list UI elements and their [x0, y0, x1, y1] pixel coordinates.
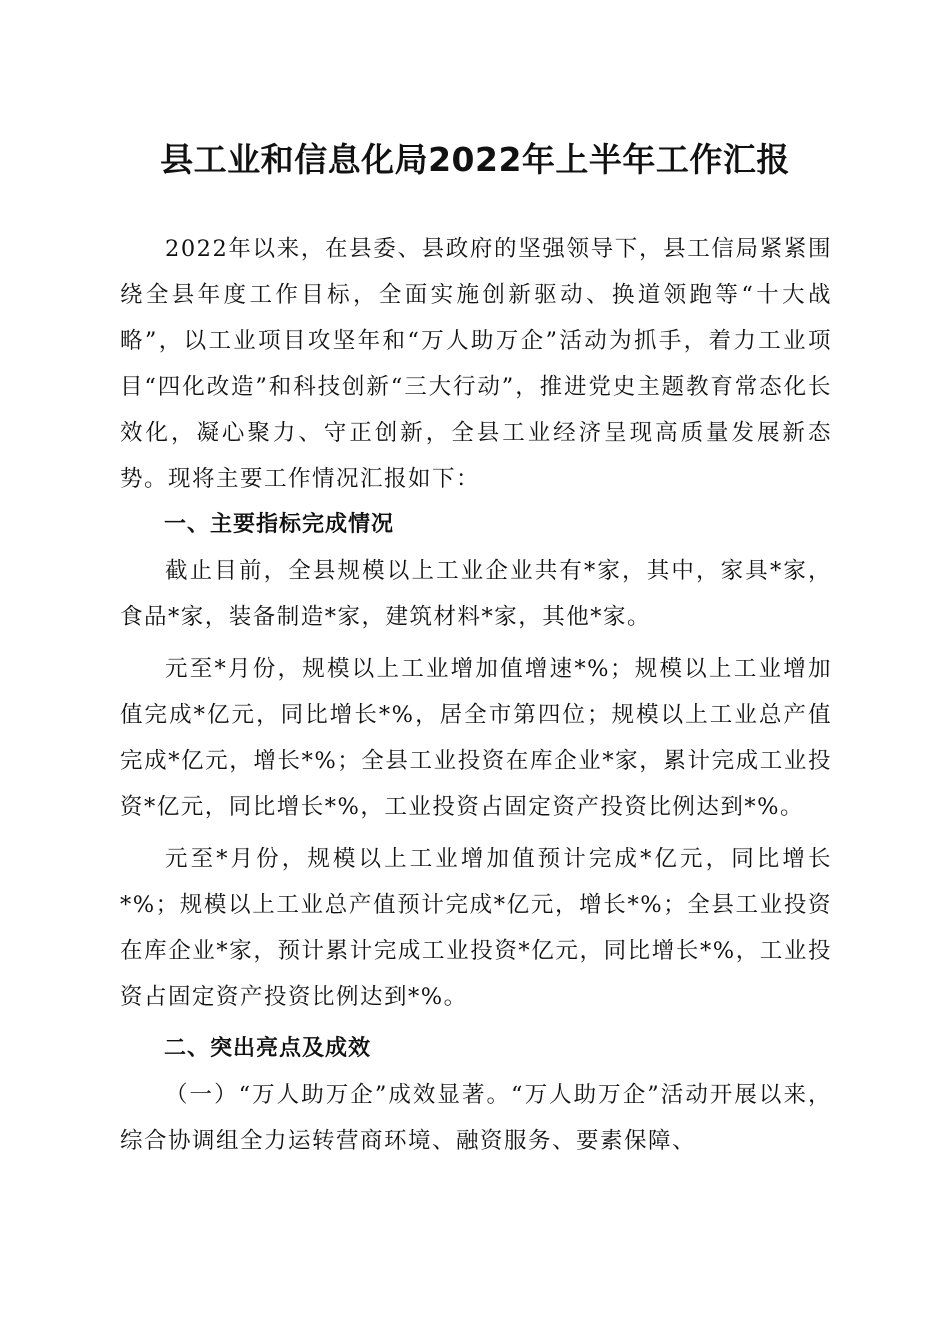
section1-paragraph-2: 元至*月份，规模以上工业增加值增速*%；规模以上工业增加值完成*亿元，同比增长*%，居全市第四位；规模以上工业总产值完成*亿元，增长*%；全县工业投资在库企业*家，累计完成工业投资*亿元，同比增长*%，工业投资占固定资产投资比例达到*%。: [120, 656, 832, 820]
section1-paragraph-1: 截止目前，全县规模以上工业企业共有*家，其中，家具*家，食品*家，装备制造*家，建筑材料*家，其他*家。: [120, 558, 832, 630]
document-body: [120, 226, 832, 1164]
section-heading-2: 二、突出亮点及成效: [164, 1036, 372, 1061]
section2-paragraph-1: （一）“万人助万企”成效显著。“万人助万企”活动开展以来，综合协调组全力运转营商环境、融资服务、要素保障、: [120, 1082, 832, 1154]
document-title: 县工业和信息化局2022年上半年工作汇报: [160, 140, 790, 179]
section-heading-1: 一、主要指标完成情况: [164, 512, 395, 537]
intro-paragraph: 2022年以来，在县委、县政府的坚强领导下，县工信局紧紧围绕全县年度工作目标，全面实施创新驱动、换道领跑等“十大战略”，以工业项目攻坚年和“万人助万企”活动为抓手，着力工业项目“四化改造”和科技创新“三大行动”，推进党史主题教育常态化长效化，凝心聚力、守正创新，全县工业经济呈现高质量发展新态势。现将主要工作情况汇报如下：: [120, 236, 832, 492]
section1-paragraph-3: 元至*月份，规模以上工业增加值预计完成*亿元，同比增长*%；规模以上工业总产值预计完成*亿元，增长*%；全县工业投资在库企业*家，预计累计完成工业投资*亿元，同比增长*%，工业投资占固定资产投资比例达到*%。: [120, 846, 832, 1010]
